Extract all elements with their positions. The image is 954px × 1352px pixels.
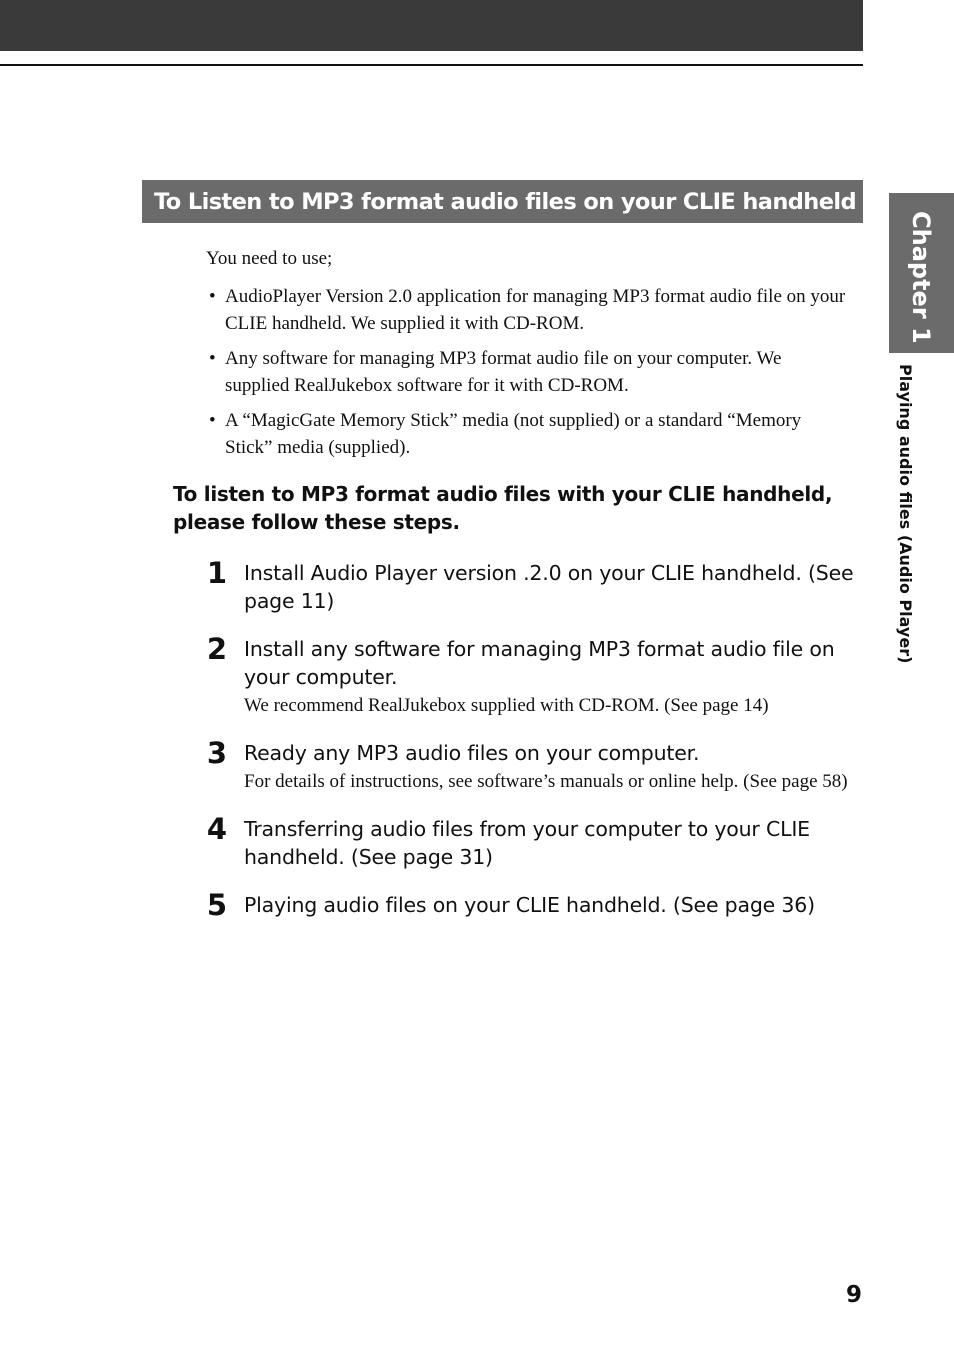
section-title: To Listen to MP3 format audio files on your CLIE handheld bbox=[154, 188, 856, 215]
bullet: • bbox=[209, 410, 216, 431]
page-number: 9 bbox=[845, 1282, 862, 1308]
step-item bbox=[204, 812, 863, 871]
top-rule bbox=[0, 64, 863, 66]
intro-text: You need to use; bbox=[206, 248, 333, 269]
bullet: • bbox=[209, 286, 216, 307]
step-number: 2 bbox=[206, 632, 228, 666]
requirement-item bbox=[209, 345, 849, 399]
chapter-label: Chapter 1 bbox=[907, 211, 935, 344]
step-note: For details of instructions, see software’s manuals or online help. (See page 58) bbox=[244, 771, 848, 792]
step-text: Install Audio Player version .2.0 on your CLIE handheld. (See page 11) bbox=[244, 561, 854, 613]
step-text: Install any software for managing MP3 format audio file on your computer. bbox=[244, 637, 835, 689]
requirement-item bbox=[209, 407, 849, 461]
requirement-item bbox=[209, 283, 849, 337]
step-item bbox=[204, 736, 863, 795]
bullet: • bbox=[209, 348, 216, 369]
requirements-list bbox=[209, 283, 849, 469]
requirement-text: AudioPlayer Version 2.0 application for managing MP3 format audio file on your CLIE handheld. We supplied it with CD-ROM. bbox=[225, 286, 846, 334]
step-note: We recommend RealJukebox supplied with CD-ROM. (See page 14) bbox=[244, 695, 769, 716]
steps-heading: To listen to MP3 format audio files with your CLIE handheld, please follow these steps. bbox=[173, 482, 833, 534]
step-item bbox=[204, 632, 863, 719]
requirement-text: Any software for managing MP3 format audio file on your computer. We supplied RealJukebox software for it with CD-ROM. bbox=[225, 348, 782, 396]
top-bar bbox=[0, 0, 863, 51]
step-number: 3 bbox=[206, 736, 228, 770]
step-text: Playing audio files on your CLIE handheld. (See page 36) bbox=[244, 893, 815, 917]
chapter-caption: Playing audio files (Audio Player) bbox=[896, 364, 915, 664]
steps-list bbox=[204, 556, 863, 939]
step-item bbox=[204, 556, 863, 615]
section-header bbox=[142, 180, 863, 223]
step-number: 4 bbox=[206, 812, 228, 846]
step-item bbox=[204, 888, 863, 922]
requirement-text: A “MagicGate Memory Stick” media (not supplied) or a standard “Memory Stick” media (supplied). bbox=[225, 410, 802, 458]
chapter-tab bbox=[889, 193, 954, 353]
step-text: Transferring audio files from your computer to your CLIE handheld. (See page 31) bbox=[244, 817, 810, 869]
step-text: Ready any MP3 audio files on your computer. bbox=[244, 741, 700, 765]
step-number: 5 bbox=[206, 888, 228, 922]
step-number: 1 bbox=[206, 556, 228, 590]
